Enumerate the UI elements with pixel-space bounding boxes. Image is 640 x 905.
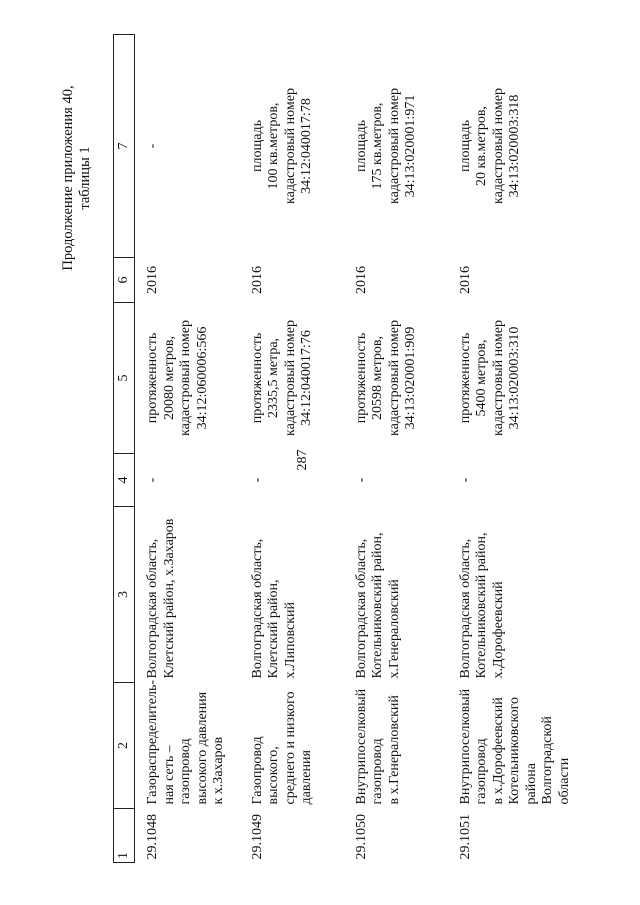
cell-land-line: площадь bbox=[457, 119, 473, 172]
cell-location bbox=[240, 506, 344, 682]
cell-parameters-line: 20080 метров, bbox=[161, 335, 177, 420]
cell-parameters-line: 34:13:020003:310 bbox=[507, 326, 522, 429]
cell-parameters-line: 5400 метров, bbox=[474, 339, 489, 416]
cell-location-line: Клетский район, х.Захаров bbox=[161, 518, 177, 678]
cell-location-line: х.Липовский bbox=[282, 601, 298, 678]
cell-name-line: в х.Дорофеевский bbox=[490, 696, 506, 804]
cell-location-line: х.Дорофеевский bbox=[490, 580, 506, 678]
cell-col4: - bbox=[249, 477, 265, 482]
header-col-5: 5 bbox=[114, 302, 135, 453]
cell-land-line: площадь bbox=[353, 119, 369, 172]
cell-year: 2016 bbox=[249, 265, 265, 294]
table-row bbox=[344, 34, 448, 862]
cell-name-line: к х.Захаров bbox=[211, 736, 226, 804]
cell-location-line: Волгоградская область, bbox=[249, 538, 265, 678]
caption-line-2: таблицы 1 bbox=[77, 145, 93, 210]
cell-year: 2016 bbox=[353, 265, 369, 294]
header-row bbox=[114, 34, 135, 862]
header-col-6: 6 bbox=[114, 257, 135, 302]
cell-land-line: кадастровый номер bbox=[386, 87, 402, 204]
cell-name-line: ная сеть – газопровод bbox=[161, 737, 193, 804]
cell-location-line: Клетский район, bbox=[266, 578, 281, 678]
cell-name-line: Внутрипоселковый bbox=[353, 688, 369, 804]
header-col-1: 1 bbox=[114, 808, 135, 862]
cell-land bbox=[135, 34, 240, 257]
cell-name-line: Газораспределитель- bbox=[145, 679, 160, 804]
cell-location-line: Волгоградская область, bbox=[145, 538, 160, 678]
cell-name-line: области bbox=[556, 757, 572, 804]
cell-name-line: высокого давления bbox=[194, 691, 210, 804]
cell-land-line: 34:13:020001:971 bbox=[403, 94, 418, 197]
cell-name bbox=[240, 682, 344, 808]
cell-location-line: Волгоградская область, bbox=[353, 538, 369, 678]
cell-name bbox=[344, 682, 448, 808]
cell-number: 29.1048 bbox=[145, 813, 160, 859]
cell-col4: - bbox=[145, 477, 160, 482]
cell-name-line: давления bbox=[299, 749, 314, 804]
header-col-3: 3 bbox=[114, 506, 135, 682]
cell-location-line: Котельниковский район, bbox=[370, 532, 385, 678]
cell-parameters-line: 2335,5 метра, bbox=[266, 337, 281, 418]
table-row bbox=[448, 34, 586, 862]
cell-location-line: Котельниковский район, bbox=[474, 532, 489, 678]
cell-parameters-line: 20598 метров, bbox=[370, 335, 385, 420]
header-col-4: 4 bbox=[114, 453, 135, 506]
table-row bbox=[135, 34, 240, 862]
cell-parameters-line: протяженность bbox=[145, 332, 160, 423]
cell-land-line: 100 кв.метров, bbox=[266, 102, 281, 189]
cell-name bbox=[135, 679, 240, 808]
cell-parameters-line: кадастровый номер bbox=[490, 319, 506, 436]
cell-land-line: 175 кв.метров, bbox=[370, 102, 385, 189]
header-col-7: 7 bbox=[114, 34, 135, 257]
table-wrapper bbox=[113, 45, 585, 863]
cell-parameters-line: протяженность bbox=[249, 332, 265, 423]
caption-line-1: Продолжение приложения 40, bbox=[60, 84, 76, 271]
cell-parameters-line: кадастровый номер bbox=[282, 319, 298, 436]
cell-land-line: 34:13:020003:318 bbox=[507, 94, 522, 197]
cell-name-line: газопровод bbox=[370, 737, 385, 804]
cell-land bbox=[240, 34, 344, 257]
cell-land-line: площадь bbox=[249, 119, 265, 172]
cell-number: 29.1051 bbox=[457, 813, 473, 859]
cell-land-line: 34:12:040017:78 bbox=[299, 97, 314, 194]
cell-col4: - bbox=[457, 477, 473, 482]
cell-number: 29.1050 bbox=[353, 813, 369, 859]
cell-land-line: кадастровый номер bbox=[282, 87, 298, 204]
cell-name-line: Внутрипоселковый bbox=[457, 688, 473, 804]
cell-year: 2016 bbox=[145, 265, 160, 294]
cell-name-line: среднего и низкого bbox=[282, 691, 298, 804]
cell-name-line: района Волгоградской bbox=[523, 715, 555, 804]
cell-name-line: газопровод bbox=[474, 737, 489, 804]
cell-number: 29.1049 bbox=[249, 813, 265, 859]
cell-parameters-line: кадастровый номер bbox=[178, 319, 193, 436]
cell-parameters bbox=[448, 302, 586, 453]
data-table bbox=[113, 34, 585, 863]
cell-land-line: кадастровый номер bbox=[490, 87, 506, 204]
cell-parameters bbox=[135, 302, 240, 453]
cell-parameters bbox=[344, 302, 448, 453]
cell-year: 2016 bbox=[457, 265, 473, 294]
cell-location-line: Волгоградская область, bbox=[457, 538, 473, 678]
cell-land bbox=[344, 34, 448, 257]
cell-location bbox=[448, 506, 586, 682]
cell-land bbox=[448, 34, 586, 257]
cell-parameters-line: 34:13:020001:909 bbox=[403, 326, 418, 429]
cell-parameters-line: 34:12:040017:76 bbox=[299, 329, 314, 426]
cell-parameters-line: протяженность bbox=[457, 332, 473, 423]
table-row bbox=[240, 34, 344, 862]
cell-parameters bbox=[240, 302, 344, 453]
cell-land-line: - bbox=[145, 143, 160, 148]
table-caption bbox=[60, 43, 94, 313]
cell-parameters-line: кадастровый номер bbox=[386, 319, 402, 436]
header-col-2: 2 bbox=[114, 682, 135, 808]
cell-col4: - bbox=[353, 477, 369, 482]
cell-name-line: в х.Генераловский bbox=[386, 694, 402, 804]
cell-parameters-line: 34:12:060006:566 bbox=[194, 326, 210, 429]
cell-name bbox=[448, 682, 586, 808]
cell-location bbox=[344, 506, 448, 682]
cell-location-line: х.Генераловский bbox=[386, 578, 402, 678]
rotated-page bbox=[60, 43, 580, 863]
cell-land-line: 20 кв.метров, bbox=[474, 105, 489, 186]
cell-location bbox=[135, 506, 240, 682]
cell-name-line: Газопровод высокого, bbox=[249, 735, 281, 804]
table-body bbox=[135, 34, 586, 862]
cell-parameters-line: протяженность bbox=[353, 332, 369, 423]
cell-name-line: Котельниковского bbox=[507, 696, 522, 804]
page-number: 287 bbox=[295, 449, 310, 471]
